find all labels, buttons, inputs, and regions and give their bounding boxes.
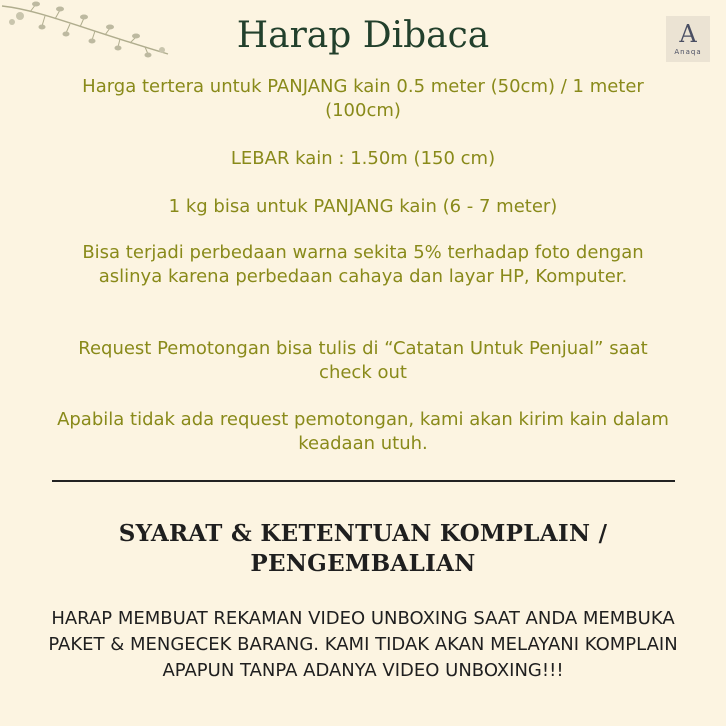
terms-heading: SYARAT & KETENTUAN KOMPLAIN / PENGEMBALIAN [118, 520, 608, 577]
logo-letter: A [679, 20, 697, 48]
logo-name: Anaqa [674, 48, 702, 56]
section-divider [52, 480, 675, 482]
terms-notice: HARAP MEMBUAT REKAMAN VIDEO UNBOXING SAAT ANDA MEMBUKA PAKET & MENGECEK BARANG. KAMI TIDAK AKAN MELAYANI KOMPLAIN APAPUN TANPA ADANYA VIDEO UNBOXING!!! [48, 608, 678, 681]
page-title: Harap Dibaca [236, 15, 490, 56]
info-price-length: Harga tertera untuk PANJANG kain 0.5 meter (50cm) / 1 meter (100cm) [82, 76, 644, 121]
info-color-difference: Bisa terjadi perbedaan warna sekita 5% terhadap foto dengan aslinya karena perbedaan cahaya dan layar HP, Komputer. [82, 242, 644, 287]
info-cutting-request: Request Pemotongan bisa tulis di “Catatan Untuk Penjual” saat check out [78, 338, 648, 383]
info-no-request: Apabila tidak ada request pemotongan, kami akan kirim kain dalam keadaan utuh. [57, 409, 669, 454]
info-weight-length: 1 kg bisa untuk PANJANG kain (6 - 7 meter) [168, 196, 558, 217]
info-fabric-width: LEBAR kain : 1.50m (150 cm) [230, 148, 496, 169]
